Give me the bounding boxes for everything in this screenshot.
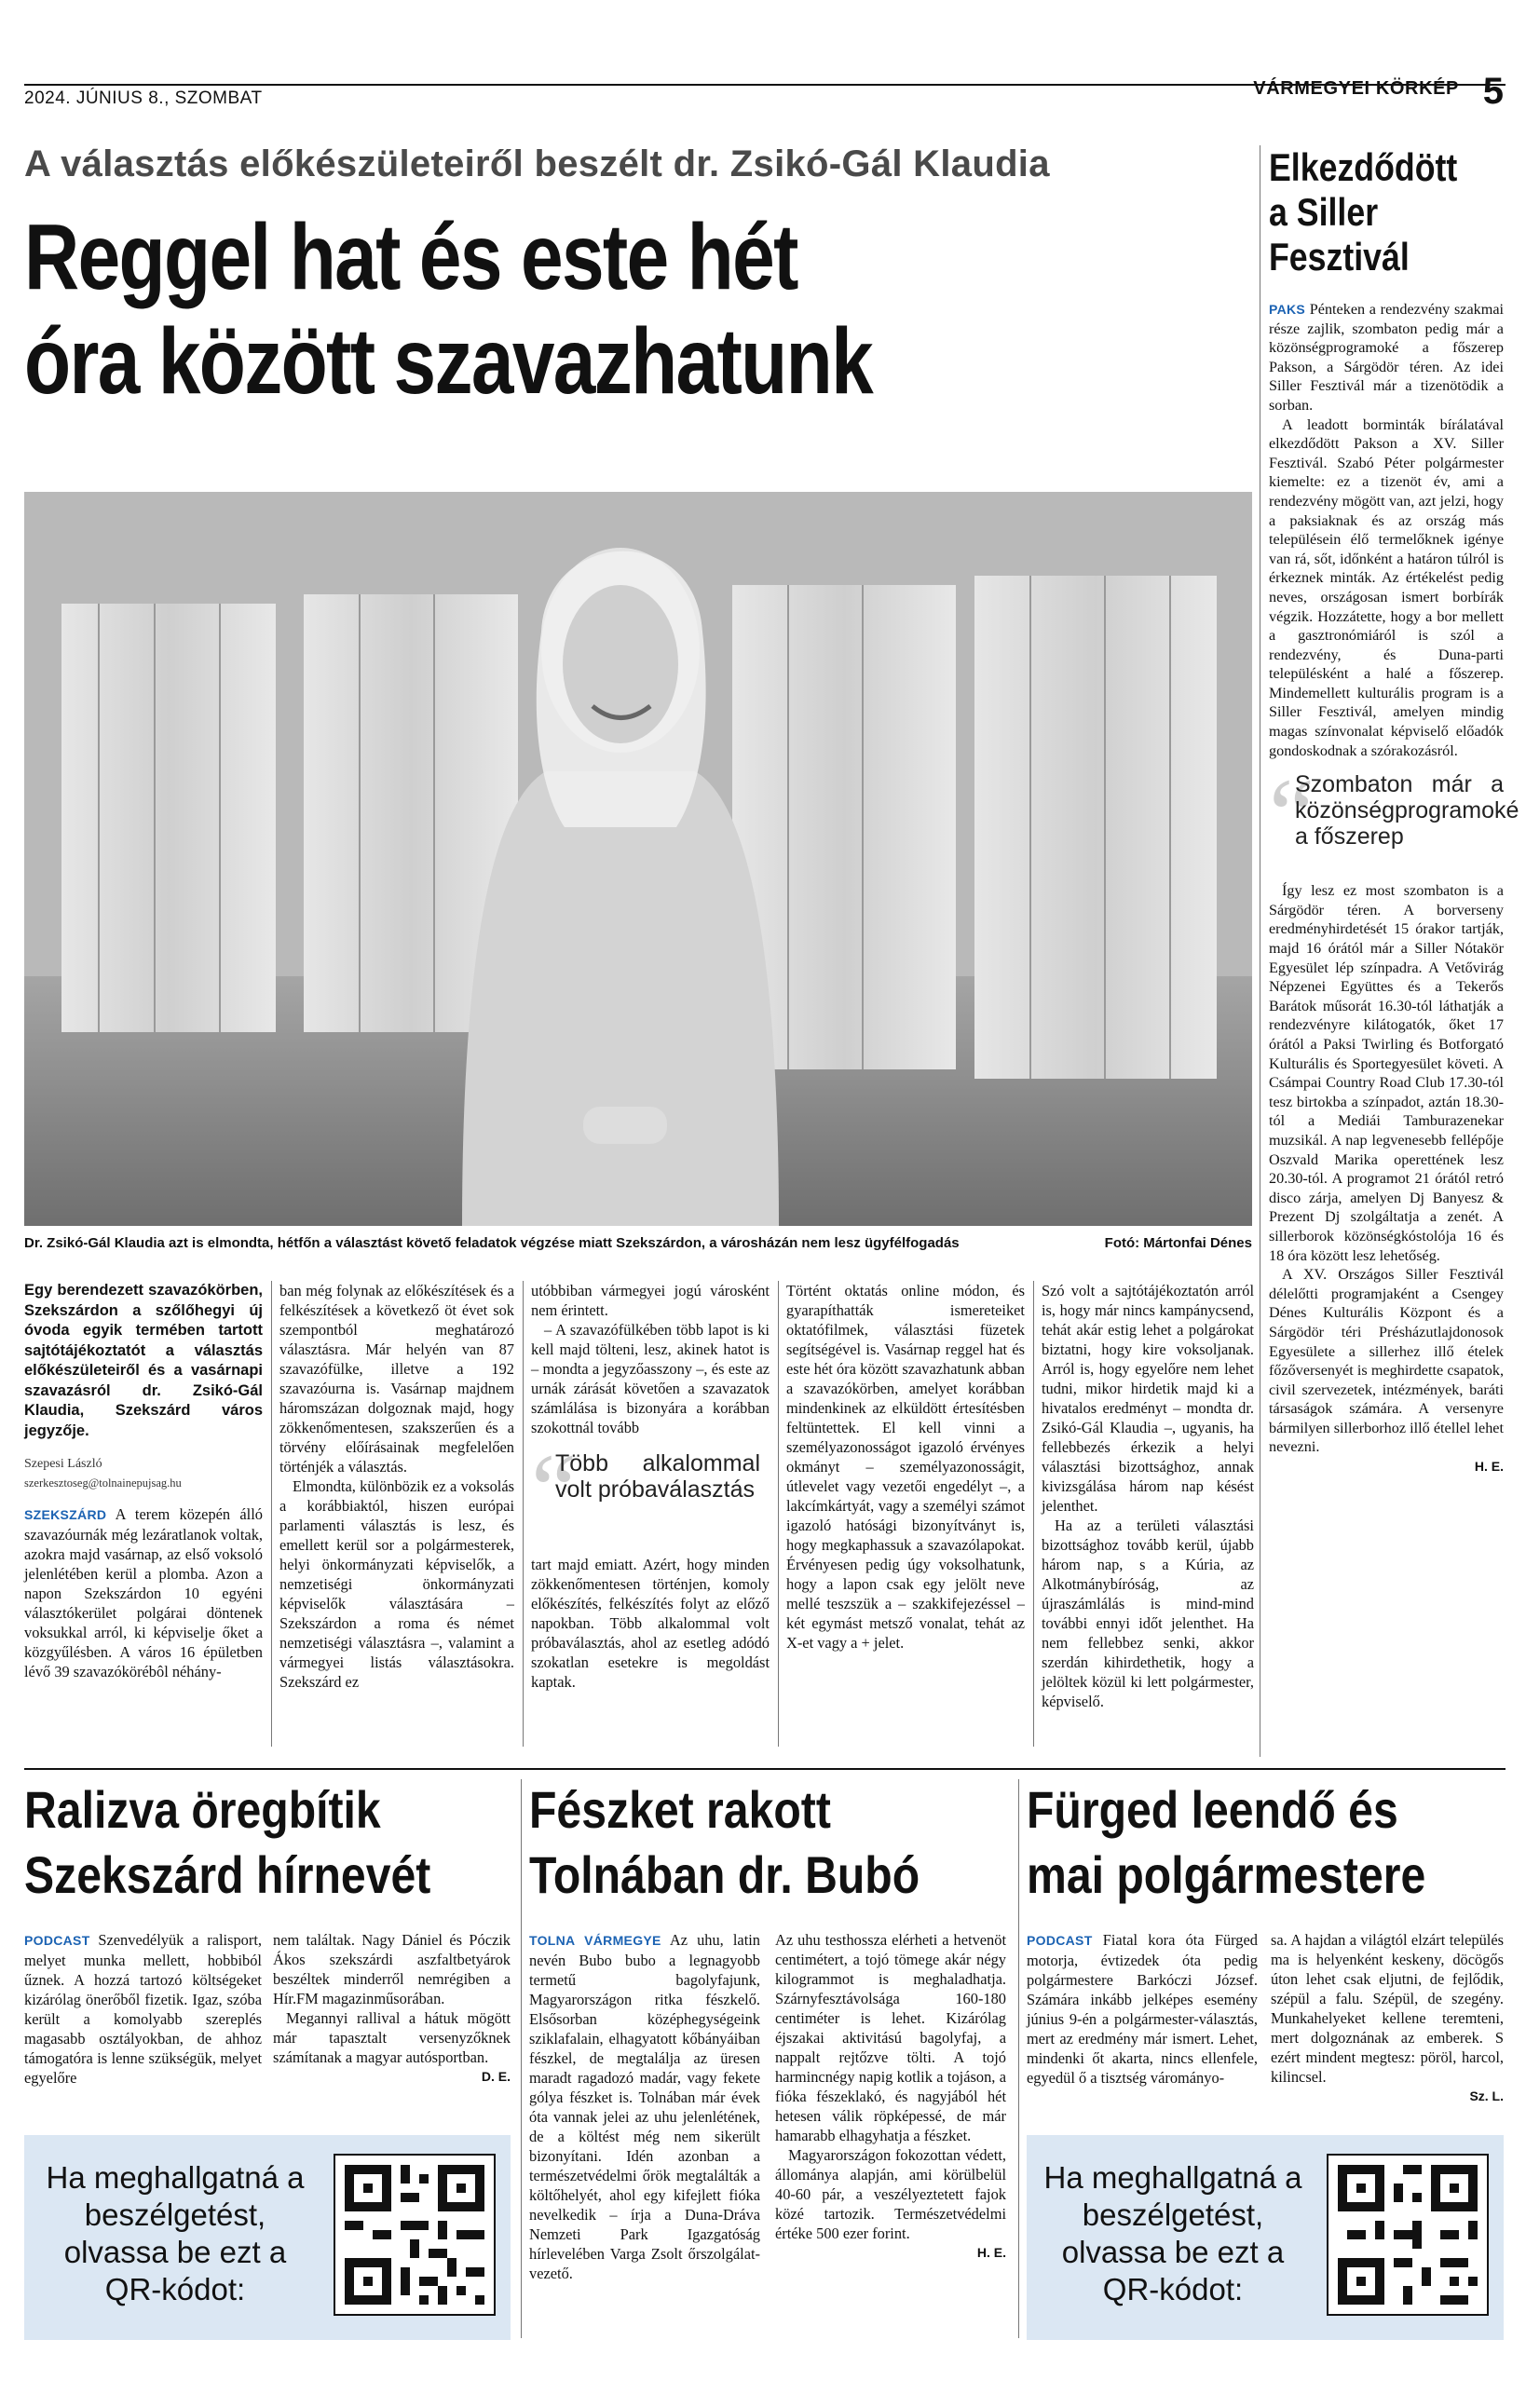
story-2-column-1 [529, 1930, 760, 2283]
col2-text: ban még folynak az előkészítések és a felkészítések a következő öt évet sok szempontból meghatározó választásra. Már helyén van 87 szavazófülke, illetve a 192 szavazóurna is. Vasárnap majdnem háromszázan dolgoznak majd, hogy zökkenőmentesen, szakszerűen és a törvény előírásainak megfelelően történjék a választás. [279, 1282, 514, 1476]
sidebar-p4: A XV. Országos Siller Fesztivál délelőtti programjaként a Csengey Dénes Kulturális Központ és a Sárgödör téri Présházutlajdonosok Egyesülete a sillerhez illő ételek főzőversenyét is meghirdette csapatok, civil szervezetek, intézmények, baráti társaságok számára. A versenyre bármilyen sillerborhoz illő étellel lehet nevezni. [1269, 1266, 1504, 1456]
author-name: Szepesi László [24, 1457, 102, 1471]
story-2-title-line-1: Fészket rakott [529, 1780, 831, 1839]
column-divider [523, 1281, 524, 1747]
qr-code-icon[interactable] [334, 2154, 496, 2316]
quote-mark-icon: “ [1269, 757, 1315, 872]
sidebar-place: PAKS [1269, 302, 1306, 317]
article-column-4 [786, 1281, 1025, 1653]
story-1-column-2 [273, 1930, 511, 2087]
pull-quote-text: Több alkalommal volt próbaválasztás [555, 1450, 760, 1503]
sidebar-quote-text: Szombaton már a közönségprogramoké a főszerep [1295, 771, 1519, 850]
story-1-text-a: Szenvedélyük a ralisport, melyet munka mellett, hobbiból űznek. A hozzá tartozó költségeket kizárólag önerőből fizetik. Igaz, szóba került a komolyabb szereplés magasabb osztályokban, de ahhoz támogatóra is lenne szükségük, melyet egyelőre [24, 1931, 262, 2087]
story-1-qr-text: Ha meghallgatná a beszélgetést, olvassa be ezt a QR-kódot: [46, 2160, 305, 2306]
article-column-3 [531, 1281, 770, 1692]
story-2-column-2 [775, 1930, 1006, 2263]
sidebar-signature: H. E. [1474, 1459, 1504, 1475]
qr-code-graphic [335, 2156, 494, 2314]
story-3-column-2 [1271, 1930, 1504, 2106]
photo-caption [24, 1235, 1252, 1251]
story-2-signature: H. E. [976, 2245, 1006, 2260]
story-3-signature: Sz. L. [1469, 2088, 1504, 2103]
story-3-title-line-1: Fürged leendő és [1027, 1780, 1398, 1839]
article-photo [24, 492, 1252, 1226]
col4-text: Történt oktatás online módon, és gyarapíthatták ismereteiket oktatófilmek, választási füzetek segítségével is. Vasárnap reggel hat és este hét óra között szavazhatunk abban a szavazókörben, amelyet korábban mindenkinek az elküldött értesítésben feltüntettek. El kell vinni a személyazonosságot igazoló érvényes okmányt – személyazonosságit, útlevelet vagy vezetői engedélyt –, a lakcímkártyát, vagy a személyi számot igazoló hatósági bizonyítványt is, hogy megkaphassuk a szavazólapokat. Érvényesen pedig úgy voksolhatunk, hogy a lapon csak egy jelölt neve mellé teszszük a – szakkifejezéssel – két egymást metsző vonalat, tehát az X-et vagy a + jelet. [786, 1282, 1025, 1652]
story-3-qr-box [1027, 2135, 1504, 2340]
qr-code-icon[interactable] [1327, 2154, 1489, 2316]
story-3-place: PODCAST [1027, 1933, 1093, 1948]
page-number: 5 [1482, 71, 1504, 112]
story-1-place: PODCAST [24, 1933, 90, 1948]
col3c-text: tart majd emiatt. Azért, hogy minden zökkenőmentesen történjen, komoly előkészítés, felkészítés folyt az előző napokban. Több alkalommal volt próbaválasztás, ahol az esetleg adódó szokatlan esetekre is megoldást kaptak. [531, 1556, 770, 1691]
story-3-title [1027, 1777, 1425, 1908]
story-1-title-line-1: Ralizva öregbítik [24, 1780, 381, 1839]
col3a-text: utóbbiban vármegyei jogú városként nem érintett. [531, 1282, 770, 1319]
sidebar-pull-quote [1269, 757, 1519, 872]
story-1-qr-box [24, 2135, 511, 2340]
story-2-text-c: Magyarországon fokozottan védett, állománya alapján, ami körülbelül 40-60 pár, a veszélyeztetett fajok közé tartozik. Természetvédelmi értéke 500 ezer forint. [775, 2146, 1006, 2242]
pull-quote [531, 1433, 770, 1547]
story-1-title-line-2: Szekszárd hírnevét [24, 1845, 431, 1904]
story-1-signature: D. E. [481, 2069, 511, 2084]
article-kicker: A választás előkészületeiről beszélt dr. Zsikó-Gál Klaudia [24, 143, 1050, 184]
sidebar-p1: Pénteken a rendezvény szakmai része zajlik, szombaton pedig már a közönségprogramoké a főszerep Pakson, a Sárgödör téren. Az idei Siller Fesztivál már a tizenötödik a sorban. [1269, 301, 1505, 414]
photo-credit: Fotó: Mártonfai Dénes [1104, 1235, 1252, 1251]
column-divider [1033, 1281, 1034, 1747]
story-3-title-line-2: mai polgármestere [1027, 1845, 1426, 1904]
column-divider [271, 1281, 272, 1747]
column-divider [778, 1281, 779, 1747]
story-3-text-b: sa. A hajdan a világtól elzárt település ma is helyenként keskeny, döcögős úton lehet csak eljutni, de fejlődik, szépül a falu. Szépül, de szegény. Munkahelyeket kellene teremteni, mert dolgoznának az emberek. S ezért mindent megtesz: pöröl, harcol, kilincsel. [1271, 1931, 1504, 2086]
story-2-place: TOLNA VÁRMEGYE [529, 1933, 661, 1948]
article-column-1 [24, 1281, 263, 1681]
story-1-column-1 [24, 1930, 262, 2088]
col1-text: A terem közepén álló szavazóurnák még lezáratlanok voltak, azokra majd vasárnap, az első voksoló jelenlétében kerül a plomba. Azon a napon Szekszárdon 10 egyéni választókerület polgárai döntenek voksukkal arról, ki képviselje őket a közgyűlésben. A város 16 épületben lévő 39 szavazókörébôl néhány- [24, 1505, 263, 1680]
qr-code-graphic [1328, 2156, 1487, 2314]
story-1-title [24, 1777, 430, 1908]
article-headline [24, 205, 1025, 414]
headline-line-1: Reggel hat és este hét [24, 205, 797, 309]
col5-text: Szó volt a sajtótájékoztatón arról is, hogy már nincs kampánycsend, tehát akár estig lehet a polgárokat biztatni, hogy kire voksoljanak. Arról is, hogy egyelőre nem lehet tudni, mikor hirdetik majd ki a hivatalos eredményt – mondta dr. Zsikó-Gál Klaudia –, ugyanis, ha fellebbezés érkezik a helyi választási bizottsághoz, annak kivizsgálása három nap késést jelenthet. [1042, 1282, 1254, 1515]
story-2-text-a: Az uhu, latin nevén Bubo bubo a legnagyobb termetű bagolyfajunk, Magyarországon ritka fészkelő. Elsősorban középhegységeink sziklafalain, elhagyatott kőbányáiban fészkel, de megtalálja az üresen maradt ragadozó madár, vagy fekete gólya fészket is. Tolnában már évek óta vannak jelei az uhu jelenlétének, de a költést még nem sikerült bizonyítani. Idén azonban a természetvédelmi őrök megtalálták a költőhelyét, ahol egy kifejlett fióka nevelkedik – írja a Duna-Dráva Nemzeti Park Igazgatóság hírlevelében Varga Zsolt őrszolgálat-vezető. [529, 1931, 761, 2282]
article-column-2 [279, 1281, 514, 1692]
section-name: VÁRMEGYEI KÖRKÉP [1253, 78, 1459, 99]
story-1-text-b: nem találtak. Nagy Dániel és Póczik Ákos szekszárdi aszfaltbetyárok beszéltek minderről nemrégiben a Hír.FM magazinműsorában. [273, 1931, 511, 2007]
bottom-section-rule [24, 1768, 1506, 1770]
headline-line-2: óra között szavazhatunk [24, 309, 873, 414]
story-2-title [529, 1777, 920, 1908]
story-1-text-c: Megannyi rallival a hátuk mögött már tapasztalt versenyzőknek számítanak a magyar autósportban. [273, 2009, 511, 2066]
bottom-divider [1018, 1779, 1019, 2338]
sidebar-p3: Így lesz ez most szombaton is a Sárgödör téren. A borverseny eredményhirdetését 15 órakor tartják, majd 16 órától már a Siller Nótakör Egyesület lép színpadra. A Vetővirág Népzenei Együttes és a Tekerős Barátok műsorát 16.30-tól láthatják a rendezvényre kilátogatók, őket 17 órától a Paksi Twirling és Botforgató Kulturális és Sportegyesület követi. A Csámpai Country Road Club 17.30-tól tesz birtokba a színpadot, aztán 18.30-tól a Mediái Tamburazenekar muzsikál. A nap legvenesebb fellépője Oszvald Marika operettének lesz 20.30-tól. A programot 21 órától retró disco zárja, amelyen Dj Banyesz & Prezent Dj szolgáltatja a zenét. A sillerborok közönségkóstolója 16 és 18 óra között lesz lehetőség. [1269, 882, 1504, 1264]
bottom-divider [521, 1779, 522, 2338]
story-3-column-1 [1027, 1930, 1258, 2088]
photo-illustration [24, 492, 1252, 1226]
quote-mark-icon: “ [531, 1433, 577, 1546]
author-email: szerkesztoseg@tolnainepujsag.hu [24, 1476, 182, 1490]
sidebar-column [1269, 300, 1519, 1476]
sidebar-p2: A leadott borminták bírálatával elkezdődött Pakson a XV. Siller Fesztivál. Szabó Péter polgármester kiemelte: ez a tizenöt év, ami a rendezvény mögött van, azt jelzi, hogy a paksiaknak és az ország más településein élő termelőknek igénye van rá, sőt, időnként a határon túlról is érkeznek minták. Az értékelést pedig neves, országosan ismert borbírák végzik. Hozzátette, hogy a bor mellett a gasztronómiáról is szól a rendezvény, és Duna-parti településként a halé a főszerep. Mindemellett kulturális program is a Siller Fesztivál, amelyen mindig magas színvonalat képviselő előadók gondoskodnak a szórakozásról. [1269, 415, 1504, 759]
story-2-text-b: Az uhu testhossza elérheti a hetvenöt centimétert, a tojó tömege akár négy kilogrammot is meghaladhatja. Szárnyfesztávolsága 160-180 centiméter is lehet. Kizárólag éjszakai aktivitású bagolyfaj, a nappalt rejtőzve tölti. A tojó harmincnégy napig kotlik a tojáson, a fióka fészeklakó, és nagyjából hét hetesen válik röpképessé, de már hamarabb elhagyhatja a fészket. [775, 1931, 1006, 2144]
col3b-text: – A szavazófülkében több lapot is ki kell majd tölteni, lesz, akinek hatot is – mondta a jegyzőasszony –, és este az urnák zárását követően a szavazatok számlálása is bizonyára a korábban szokottnál tovább [531, 1321, 770, 1436]
story-3-qr-text: Ha meghallgatná a beszélgetést, olvassa be ezt a QR-kódot: [1043, 2160, 1302, 2306]
col2b-text: Elmondta, különbözik ez a voksolás a korábbiaktól, hiszen európai parlamenti választás is lesz, és emellett kerül sor a polgármesterek, helyi önkormányzati képviselők, a nemzetiségi önkormányzati képviselők választására – Szekszárdon a roma és német nemzetiségi választásra –, valamint a vármegyei listás választásokra. Szekszárd ez [279, 1477, 514, 1691]
sidebar-title: Elkezdődött a Siller Fesztivál [1269, 145, 1458, 279]
col5b-text: Ha az a területi választási bizottsághoz tovább kerül, újabb három nap, s a Kúria, az Alkotmánybíróság, az újraszámlálás is mind-mind további ennyi időt jelenthet. Ha nem fellebbez senki, akkor szerdán kihirdethetik, hogy a jelöltek közül ki lett polgármester, képviselő. [1042, 1517, 1254, 1710]
story-2-title-line-2: Tolnában dr. Bubó [529, 1845, 920, 1904]
dateline-place: SZEKSZÁRD [24, 1507, 107, 1522]
article-column-5 [1042, 1281, 1254, 1711]
caption-text: Dr. Zsikó-Gál Klaudia azt is elmondta, hétfőn a választást követő feladatok végzése miatt Szekszárdon, a városházán nem lesz ügyfélfogadás [24, 1235, 960, 1251]
article-lead: Egy berendezett szavazókörben, Szekszárdon a szőlőhegyi új óvoda egyik termében tartott sajtótájékoztatót a választás előkészületeiről és a vasárnapi szavazásról dr. Zsikó-Gál Klaudia, Szekszárd város jegyzője. [24, 1282, 263, 1439]
story-3-text-a: Fiatal kora óta Fürged motorja, évtizedek óta pedig polgármestere Barkóczi József. Számára inkább jelképes esemény június 9-én a polgármester-választás, mert az eredmény már ismert. Lehet, mindenki őt akarta, nincs ellenfele, egyedül ő a tisztség várományo- [1027, 1931, 1258, 2087]
issue-date: 2024. JÚNIUS 8., SZOMBAT [24, 88, 263, 108]
header-rule [24, 84, 1506, 86]
